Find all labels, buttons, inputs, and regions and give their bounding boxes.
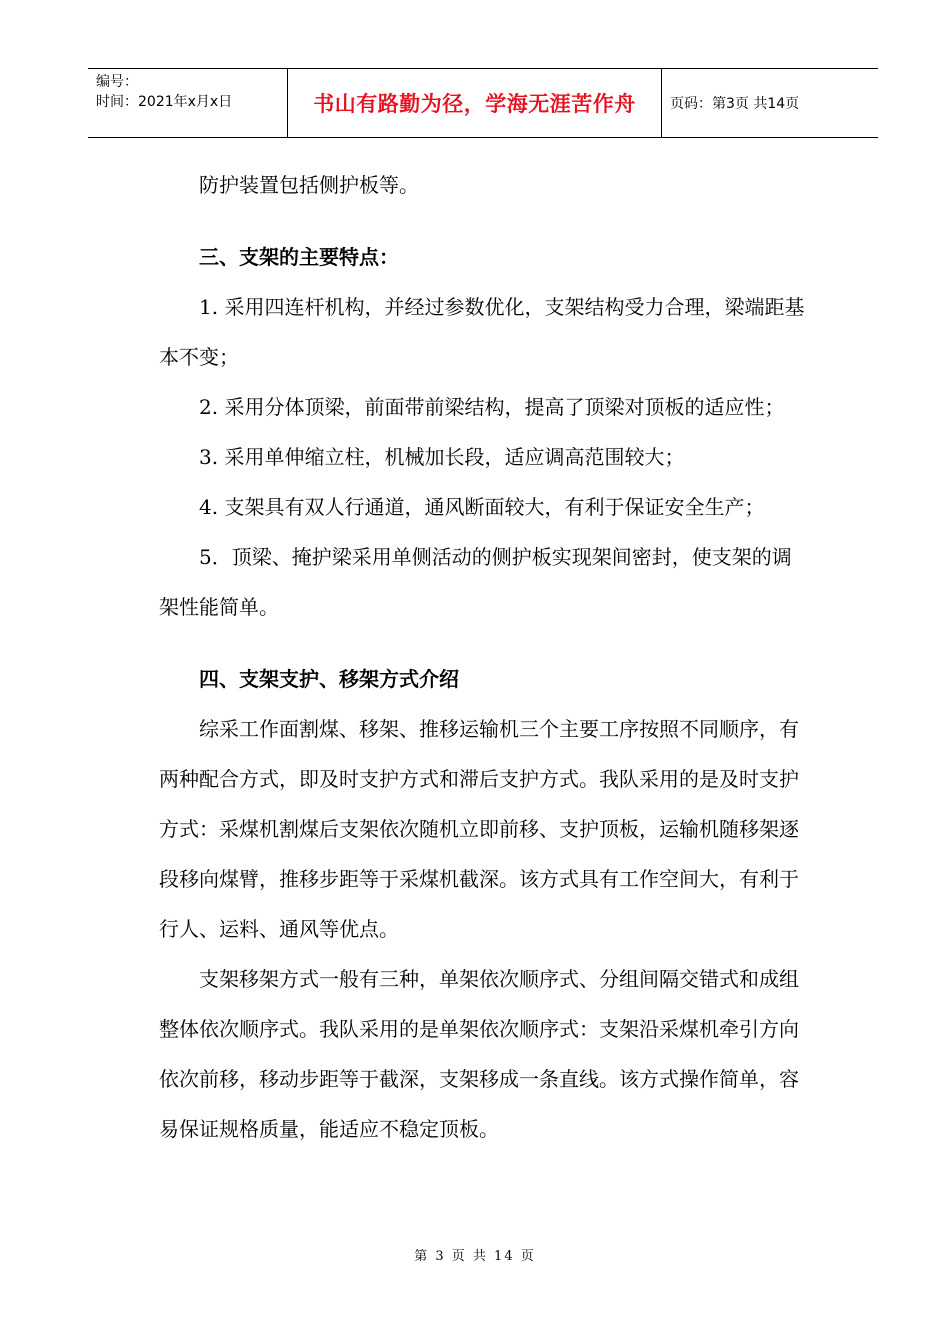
section-heading-4: 四、支架支护、移架方式介绍	[199, 667, 459, 691]
paragraph-moving-method: 支架移架方式一般有三种，单架依次顺序式、分组间隔交错式和成组整体依次顺序式。我队采用的是单架依次顺序式：支架沿采煤机牵引方向依次前移，移动步距等于截深，支架移成一条直线。该方式操作简单，容易保证规格质量，能适应不稳定顶板。	[159, 967, 799, 1141]
list-item-3: 3. 采用单伸缩立柱，机械加长段，适应调高范围较大；	[199, 445, 685, 469]
list-item-1: 1. 采用四连杆机构，并经过参数优化，支架结构受力合理，梁端距基本不变；	[159, 295, 805, 369]
list-item-5: 5．顶梁、掩护梁采用单侧活动的侧护板实现架间密封，使支架的调架性能简单。	[159, 545, 792, 619]
header-page-info: 页码：第3页 共14页	[670, 96, 800, 112]
page-header	[88, 68, 878, 138]
list-item-4: 4. 支架具有双人行通道，通风断面较大，有利于保证安全生产；	[199, 495, 765, 519]
list-item-2: 2. 采用分体顶梁，前面带前梁结构，提高了顶梁对顶板的适应性；	[199, 395, 785, 419]
document-time-label: 时间：2021年x月x日	[96, 94, 233, 110]
paragraph-protective-device: 防护装置包括侧护板等。	[199, 173, 419, 197]
document-body	[159, 160, 809, 1154]
page-footer: 第 3 页 共 14 页	[414, 1249, 536, 1264]
header-meta	[88, 69, 288, 137]
header-motto: 书山有路勤为径，学海无涯苦作舟	[288, 69, 662, 137]
paragraph-support-method: 综采工作面割煤、移架、推移运输机三个主要工序按照不同顺序，有两种配合方式，即及时支护方式和滞后支护方式。我队采用的是及时支护方式：采煤机割煤后支架依次随机立即前移、支护顶板，运输机随移架逐段移向煤臂，推移步距等于采煤机截深。该方式具有工作空间大，有利于行人、运料、通风等优点。	[159, 717, 799, 941]
document-number-label: 编号：	[96, 74, 138, 90]
section-heading-3: 三、支架的主要特点：	[199, 245, 399, 269]
